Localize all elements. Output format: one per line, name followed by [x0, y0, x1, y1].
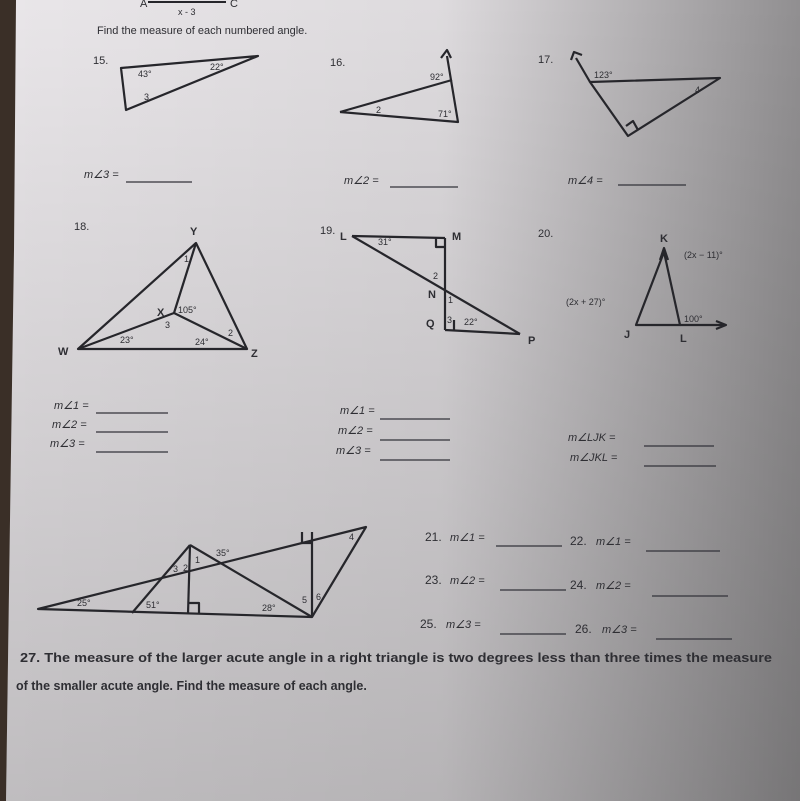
- vertex-label: L: [340, 231, 347, 243]
- vertex-label: W: [58, 346, 69, 358]
- vertex-label: X: [157, 307, 165, 319]
- answer-label: m∠2 =: [52, 419, 87, 431]
- angle-label: 3: [447, 315, 453, 325]
- angle-label: 3: [165, 320, 171, 330]
- angle-label: 123°: [594, 70, 613, 80]
- angle-expression: 100°: [684, 314, 703, 324]
- vertex-label: Q: [426, 318, 435, 330]
- problem-number: 18.: [74, 221, 90, 233]
- answer-label: m∠2 =: [450, 575, 485, 587]
- problem-number: 15.: [93, 55, 109, 67]
- angle-label: 23°: [120, 335, 134, 345]
- vertex-label: L: [680, 333, 687, 345]
- angle-label: 71°: [438, 109, 452, 119]
- angle-label: 3: [144, 92, 150, 102]
- vertex-label: Z: [251, 348, 258, 360]
- angle-label: 1: [195, 555, 201, 565]
- angle-label: 51°: [146, 600, 160, 610]
- angle-label: 2: [183, 563, 189, 573]
- angle-label: 24°: [195, 337, 209, 347]
- vertex-label: J: [624, 329, 631, 341]
- answer-label: m∠4 =: [568, 175, 603, 187]
- angle-label: 3: [173, 564, 179, 574]
- answer-label: m∠1 =: [340, 405, 375, 417]
- angle-label: 2: [228, 328, 234, 338]
- angle-label: 2: [433, 271, 439, 281]
- answer-label: m∠1 =: [54, 400, 89, 412]
- question-number: 22.: [570, 534, 587, 548]
- instruction-text: Find the measure of each numbered angle.: [97, 25, 308, 37]
- answer-label: m∠3 =: [446, 619, 481, 631]
- answer-label: m∠3 =: [84, 169, 119, 181]
- angle-label: 92°: [430, 72, 444, 82]
- angle-label: 2: [376, 105, 382, 115]
- answer-label: m∠LJK =: [568, 432, 616, 444]
- vertex-label: P: [528, 335, 536, 347]
- question-number: 23.: [425, 573, 442, 587]
- vertex-label: C: [230, 0, 238, 10]
- question-number: 26.: [575, 622, 592, 636]
- answer-label: m∠1 =: [450, 532, 485, 544]
- angle-label: 4: [349, 532, 355, 542]
- question-number: 25.: [420, 617, 437, 631]
- angle-label: 1: [184, 254, 190, 264]
- angle-label: 4: [695, 85, 701, 95]
- angle-label: 43°: [138, 69, 152, 79]
- question-27-line-2: of the smaller acute angle. Find the measure of each angle.: [16, 679, 367, 693]
- answer-label: m∠3 =: [50, 438, 85, 450]
- angle-label: 6: [316, 592, 322, 602]
- angle-label: 35°: [216, 548, 230, 558]
- problem-number: 17.: [538, 54, 554, 66]
- vertex-label: M: [452, 231, 462, 243]
- angle-expression: (2x + 27)°: [566, 297, 606, 307]
- angle-label: 25°: [77, 598, 91, 608]
- angle-label: 28°: [262, 603, 276, 613]
- angle-label: 105°: [178, 305, 197, 315]
- answer-label: m∠2 =: [596, 580, 631, 592]
- answer-label: m∠2 =: [338, 425, 373, 437]
- question-number: 21.: [425, 530, 442, 544]
- vertex-label: Y: [190, 226, 198, 238]
- vertex-label: N: [428, 289, 436, 301]
- angle-label: 22°: [210, 62, 224, 72]
- angle-expression: (2x − 11)°: [684, 250, 723, 260]
- problem-number: 20.: [538, 228, 554, 240]
- problem-number: 19.: [320, 225, 336, 237]
- answer-label: m∠3 =: [602, 624, 637, 636]
- question-27-line-1: 27. The measure of the larger acute angle in a right triangle is two degrees less than three times the measure: [20, 651, 773, 665]
- angle-label: 5: [302, 595, 308, 605]
- answer-label: m∠2 =: [344, 175, 379, 187]
- problem-number: 16.: [330, 57, 346, 69]
- vertex-label: A: [140, 0, 148, 10]
- answer-label: m∠1 =: [596, 536, 631, 548]
- angle-label: 31°: [378, 237, 392, 247]
- angle-label: 1: [448, 295, 454, 305]
- angle-label: 22°: [464, 317, 478, 327]
- question-number: 24.: [570, 578, 587, 592]
- vertex-label: K: [660, 233, 668, 245]
- answer-label: m∠3 =: [336, 445, 371, 457]
- side-expression: x - 3: [178, 7, 196, 17]
- answer-label: m∠JKL =: [570, 452, 618, 464]
